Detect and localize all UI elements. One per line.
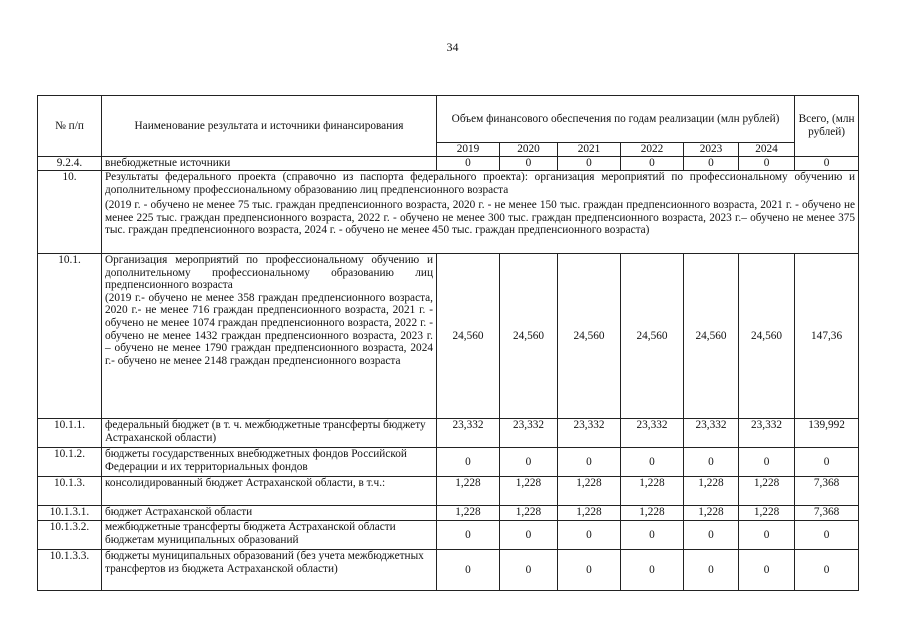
row-value: 1,228 <box>437 506 500 521</box>
row-value: 24,560 <box>558 254 621 419</box>
row-value: 0 <box>739 521 795 550</box>
row-value: 0 <box>684 521 739 550</box>
row-total: 0 <box>795 521 859 550</box>
row-value: 0 <box>739 157 795 171</box>
table-row <box>38 419 859 448</box>
table-row <box>38 448 859 477</box>
header-volume: Объем финансового обеспечения по годам реализации (млн рублей) <box>437 96 795 143</box>
row-total: 139,992 <box>795 419 859 448</box>
header-year: 2021 <box>558 143 621 157</box>
row-value: 1,228 <box>500 506 558 521</box>
row-value: 1,228 <box>437 477 500 506</box>
row-value: 1,228 <box>500 477 558 506</box>
header-year: 2020 <box>500 143 558 157</box>
row-number: 10.1.3. <box>38 477 102 506</box>
row-number: 10.1.1. <box>38 419 102 448</box>
row-number: 9.2.4. <box>38 157 102 171</box>
row-name: межбюджетные трансферты бюджета Астраханской области бюджетам муниципальных образований <box>102 521 437 550</box>
row-value: 0 <box>684 550 739 591</box>
row-name: бюджеты муниципальных образований (без учета межбюджетных трансфертов из бюджета Астраханской области) <box>102 550 437 591</box>
measure-details: (2019 г.- обучено не менее 358 граждан предпенсионного возраста, 2020 г.- не менее 716 граждан предпенсионного возраста, 2021 г. - обучено не менее 1074 граждан предпенсионного возраста, 2022 г. - обучено не менее 1432 граждан предпенсионного возраста, 2023 г. – обучено не менее 1790 граждан предпенсионного возраста, 2024 г.- обучено не менее 2148 граждан предпенсионного возраста <box>105 291 433 367</box>
row-value: 0 <box>500 521 558 550</box>
row-name: бюджет Астраханской области <box>102 506 437 521</box>
row-value: 0 <box>500 448 558 477</box>
row-value: 0 <box>437 521 500 550</box>
row-value: 1,228 <box>739 506 795 521</box>
row-value: 0 <box>558 550 621 591</box>
row-value: 0 <box>739 550 795 591</box>
row-value: 0 <box>739 448 795 477</box>
row-total: 7,368 <box>795 477 859 506</box>
table-row <box>38 171 859 254</box>
row-value: 0 <box>437 550 500 591</box>
page-number: 34 <box>446 40 459 54</box>
row-name: консолидированный бюджет Астраханской области, в т.ч.: <box>102 477 437 506</box>
table-row <box>38 550 859 591</box>
row-number: 10.1. <box>38 254 102 419</box>
row-total: 0 <box>795 157 859 171</box>
row-number: 10.1.3.1. <box>38 506 102 521</box>
row-value: 23,332 <box>558 419 621 448</box>
row-value: 24,560 <box>621 254 684 419</box>
header-year: 2019 <box>437 143 500 157</box>
row-value: 23,332 <box>437 419 500 448</box>
row-value: 0 <box>437 448 500 477</box>
row-value: 0 <box>500 157 558 171</box>
row-number: 10. <box>38 171 102 254</box>
row-name: внебюджетные источники <box>102 157 437 171</box>
row-name: бюджеты государственных внебюджетных фондов Российской Федерации и их территориальных фондов <box>102 448 437 477</box>
row-value: 1,228 <box>621 477 684 506</box>
row-value: 0 <box>621 448 684 477</box>
row-value: 1,228 <box>621 506 684 521</box>
row-name: федеральный бюджет (в т. ч. межбюджетные трансферты бюджету Астраханской области) <box>102 419 437 448</box>
row-value: 1,228 <box>684 506 739 521</box>
row-total: 7,368 <box>795 506 859 521</box>
header-no: № п/п <box>38 96 102 157</box>
row-total: 0 <box>795 448 859 477</box>
row-value: 23,332 <box>621 419 684 448</box>
row-value: 0 <box>621 550 684 591</box>
row-value: 0 <box>684 448 739 477</box>
row-value: 1,228 <box>684 477 739 506</box>
row-value: 24,560 <box>684 254 739 419</box>
result-details: (2019 г. - обучено не менее 75 тыс. граждан предпенсионного возраста, 2020 г. - не менее 150 тыс. граждан предпенсионного возраста, 2021 г. - обучено не менее 225 тыс. граждан предпенсионного возраста, 2022 г. - обучено не менее 300 тыс. граждан предпенсионного возраста, 2023 г.– обучено не менее 375 тыс. граждан предпенсионного возраста, 2024 г. - обучено не менее 450 тыс. граждан предпенсионного возраста) <box>105 199 856 237</box>
row-value: 0 <box>684 157 739 171</box>
header-name: Наименование результата и источники финансирования <box>102 96 437 157</box>
row-value: 24,560 <box>739 254 795 419</box>
row-value: 24,560 <box>500 254 558 419</box>
row-value: 1,228 <box>558 477 621 506</box>
row-value: 23,332 <box>739 419 795 448</box>
header-year: 2024 <box>739 143 795 157</box>
row-number: 10.1.3.2. <box>38 521 102 550</box>
row-total: 0 <box>795 550 859 591</box>
row-value: 0 <box>558 448 621 477</box>
table-row <box>38 157 859 171</box>
header-total: Всего, (млн рублей) <box>795 96 859 157</box>
financing-table <box>37 95 859 591</box>
row-value: 0 <box>500 550 558 591</box>
result-title: Результаты федерального проекта (справочно из паспорта федерального проекта): организация мероприятий по профессиональному обучению и дополнительному профессиональному образованию лиц предпенсионного возраста <box>105 171 856 196</box>
row-value: 1,228 <box>739 477 795 506</box>
table-row <box>38 521 859 550</box>
row-number: 10.1.3.3. <box>38 550 102 591</box>
measure-title: Организация мероприятий по профессиональному обучению и дополнительному профессиональному образованию лиц предпенсионного возраста <box>105 254 433 292</box>
row-total: 147,36 <box>795 254 859 419</box>
row-value: 0 <box>558 157 621 171</box>
row-value: 23,332 <box>500 419 558 448</box>
row-value: 24,560 <box>437 254 500 419</box>
row-name <box>102 171 859 254</box>
row-value: 1,228 <box>558 506 621 521</box>
row-value: 0 <box>558 521 621 550</box>
header-year: 2022 <box>621 143 684 157</box>
row-value: 0 <box>621 521 684 550</box>
row-name <box>102 254 437 419</box>
row-number: 10.1.2. <box>38 448 102 477</box>
row-value: 0 <box>437 157 500 171</box>
row-value: 23,332 <box>684 419 739 448</box>
table-row <box>38 254 859 419</box>
table-row <box>38 506 859 521</box>
table-row <box>38 477 859 506</box>
header-year: 2023 <box>684 143 739 157</box>
row-value: 0 <box>621 157 684 171</box>
